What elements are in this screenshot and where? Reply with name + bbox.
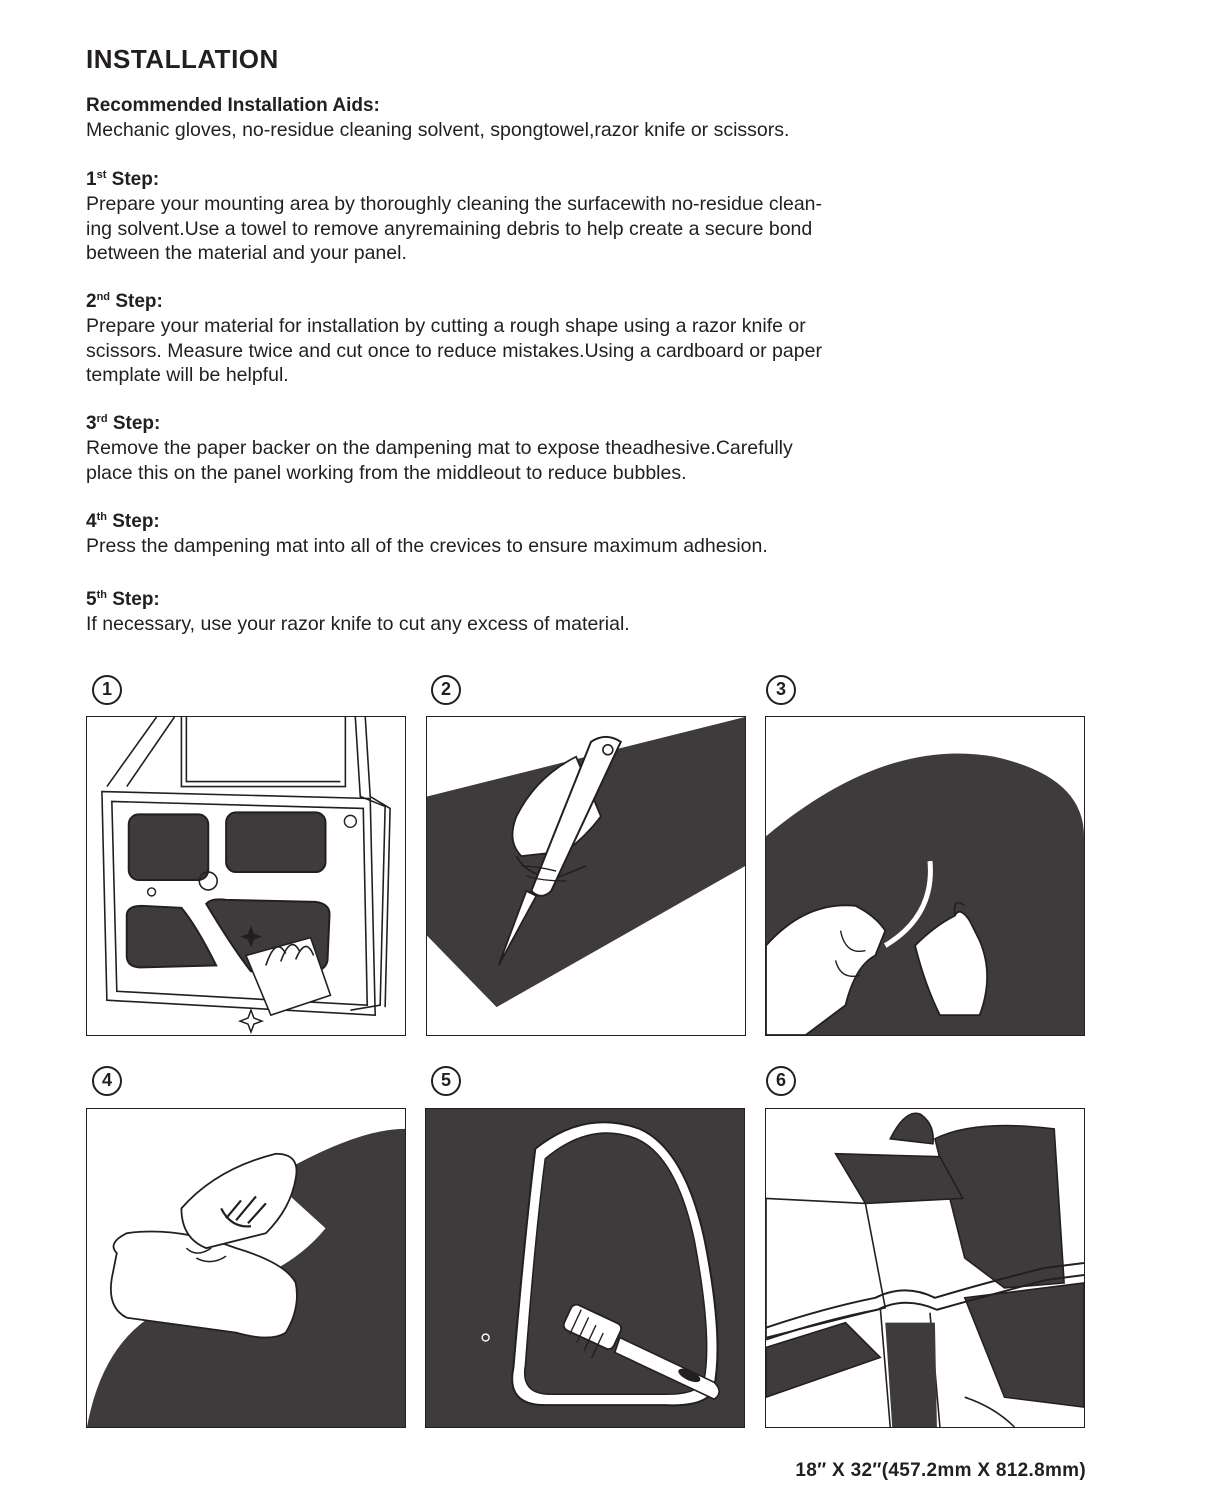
step-3-line-1: Remove the paper backer on the dampening mat to expose theadhesive.Carefully [86,437,793,460]
step-1-line-3: between the material and your panel. [86,241,407,264]
step-5-heading: 5th Step: [86,589,160,610]
illustration-finished-install [765,1108,1085,1428]
step-badge-6: 6 [766,1066,796,1096]
step-1-section [86,168,1006,265]
step-1-heading: 1st Step: [86,169,160,190]
step-3-line-2: place this on the panel working from the middleout to reduce bubbles. [86,461,687,484]
step-badge-5: 5 [431,1066,461,1096]
step-2-heading: 2nd Step: [86,291,163,312]
installation-aids-section [86,94,1006,143]
step-2-line-2: scissors. Measure twice and cut once to reduce mistakes.Using a cardboard or paper [86,339,822,362]
step-badge-3: 3 [766,675,796,705]
step-badge-4: 4 [92,1066,122,1096]
step-2-section [86,290,1006,387]
step-2-line-1: Prepare your material for installation by cutting a rough shape using a razor knife or [86,315,806,338]
step-1-line-1: Prepare your mounting area by thoroughly cleaning the surfacewith no-residue clean- [86,193,823,216]
aids-heading: Recommended Installation Aids: [86,95,380,116]
step-2-line-3: template will be helpful. [86,363,289,386]
step-5-line-1: If necessary, use your razor knife to cut any excess of material. [86,613,630,636]
step-4-heading: 4th Step: [86,511,160,532]
step-1-line-2: ing solvent.Use a towel to remove anyremaining debris to help create a secure bond [86,217,813,240]
step-3-heading: 3rd Step: [86,413,161,434]
step-5-section [86,588,1006,637]
step-badge-2: 2 [431,675,461,705]
illustration-press-mat [86,1108,406,1428]
illustration-clean-door-panel [86,716,406,1036]
step-4-section [86,510,1006,559]
page-title: INSTALLATION [86,44,279,74]
mat-size-note: 18″ X 32″(457.2mm X 812.8mm) [795,1460,1086,1481]
illustration-cut-material [426,716,746,1036]
step-4-line-1: Press the dampening mat into all of the crevices to ensure maximum adhesion. [86,535,768,558]
illustration-roll-mat [425,1108,745,1428]
step-3-section [86,412,1006,485]
illustration-remove-backer [765,716,1085,1036]
step-badge-1: 1 [92,675,122,705]
aids-text: Mechanic gloves, no-residue cleaning solvent, spongtowel,razor knife or scissors. [86,119,790,142]
